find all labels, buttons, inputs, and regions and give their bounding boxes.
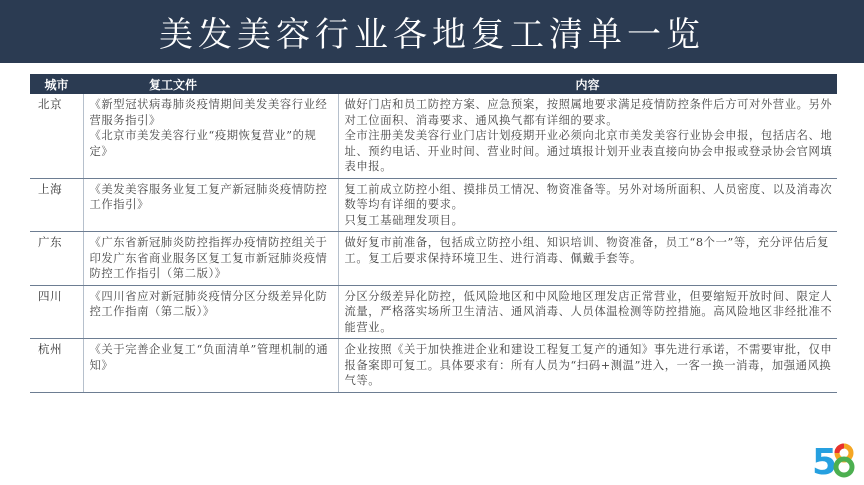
cell-content xyxy=(338,339,837,393)
content-paragraph: 只复工基础理发项目。 xyxy=(344,213,464,227)
doc-title: 《美发美容服务业复工复产新冠肺炎疫情防控工作指引》 xyxy=(89,182,328,211)
table-row xyxy=(30,94,837,178)
cell-city: 杭州 xyxy=(30,339,83,393)
table-row xyxy=(30,178,837,232)
cell-city: 四川 xyxy=(30,285,83,339)
header-content: 内容 xyxy=(338,74,837,94)
svg-text:5: 5 xyxy=(812,442,838,480)
doc-title: 《广东省新冠肺炎防控指挥办疫情防控组关于印发广东省商业服务区复工复市新冠肺炎疫情防控工作指引（第二版）》 xyxy=(89,236,328,280)
doc-title: 《北京市美发美容行业“疫期恢复营业”的规定》 xyxy=(89,129,317,158)
page-title: 美发美容行业各地复工清单一览 xyxy=(159,15,705,55)
content-paragraph: 企业按照《关于加快推进企业和建设工程复工复产的通知》事先进行承诺，不需要审批，仅申报备案即可复工。具体要求有：所有人员为“扫码+测温”进入，一客一换一消毒，加强通风换气等。 xyxy=(344,343,833,387)
doc-title: 《四川省应对新冠肺炎疫情分区分级差异化防控工作指南（第二版）》 xyxy=(89,289,328,318)
content-paragraph: 做好复市前准备，包括成立防控小组、知识培训、物资准备，员工“8个一”等，充分评估后复工。复工后要求保持环境卫生、进行消毒、佩戴手套等。 xyxy=(344,236,830,265)
doc-title: 《新型冠状病毒肺炎疫情期间美发美容行业经营服务指引》 xyxy=(89,98,328,127)
content-paragraph: 分区分级差异化防控，低风险地区和中风险地区理发店正常营业，但要缩短开放时间、限定人流量，严格落实场所卫生清洁、通风消毒、人员体温检测等防控措施。高风险地区非经批准不能营业。 xyxy=(344,289,833,334)
cell-doc xyxy=(83,285,338,339)
table-row xyxy=(30,285,837,339)
cell-city: 广东 xyxy=(30,232,83,286)
table-header-row xyxy=(30,74,837,94)
reopening-table-wrap xyxy=(30,74,837,393)
reopening-table xyxy=(30,74,837,393)
content-paragraph: 复工前成立防控小组、摸排员工情况、物资准备等。另外对场所面积、人员密度、以及消毒次数等均有详细的要求。 xyxy=(344,182,833,211)
table-body xyxy=(30,94,837,392)
cell-content xyxy=(338,232,837,286)
cell-city: 上海 xyxy=(30,178,83,232)
cell-doc xyxy=(83,339,338,393)
header-doc: 复工文件 xyxy=(83,74,338,94)
table-row xyxy=(30,339,837,393)
cell-doc xyxy=(83,178,338,232)
content-paragraph: 全市注册美发美容行业门店计划疫期开业必须向北京市美发美容行业协会申报，包括店名、地址、预约电话、开业时间、营业时间。通过填报计划开业表直接向协会申报或登录协会官网填表申报。 xyxy=(344,129,833,173)
cell-content xyxy=(338,178,837,232)
cell-city: 北京 xyxy=(30,94,83,178)
cell-content xyxy=(338,94,837,178)
header-city: 城市 xyxy=(30,74,83,94)
title-bar xyxy=(0,0,864,63)
table-row xyxy=(30,232,837,286)
58-logo xyxy=(810,440,860,480)
cell-doc xyxy=(83,232,338,286)
doc-title: 《关于完善企业复工“负面清单”管理机制的通知》 xyxy=(89,343,329,372)
content-paragraph: 做好门店和员工防控方案、应急预案，按照属地要求满足疫情防控条件后方可对外营业。另外对工位面积、消毒要求、通风换气都有详细的要求。 xyxy=(344,98,833,127)
cell-content xyxy=(338,285,837,339)
cell-doc xyxy=(83,94,338,178)
